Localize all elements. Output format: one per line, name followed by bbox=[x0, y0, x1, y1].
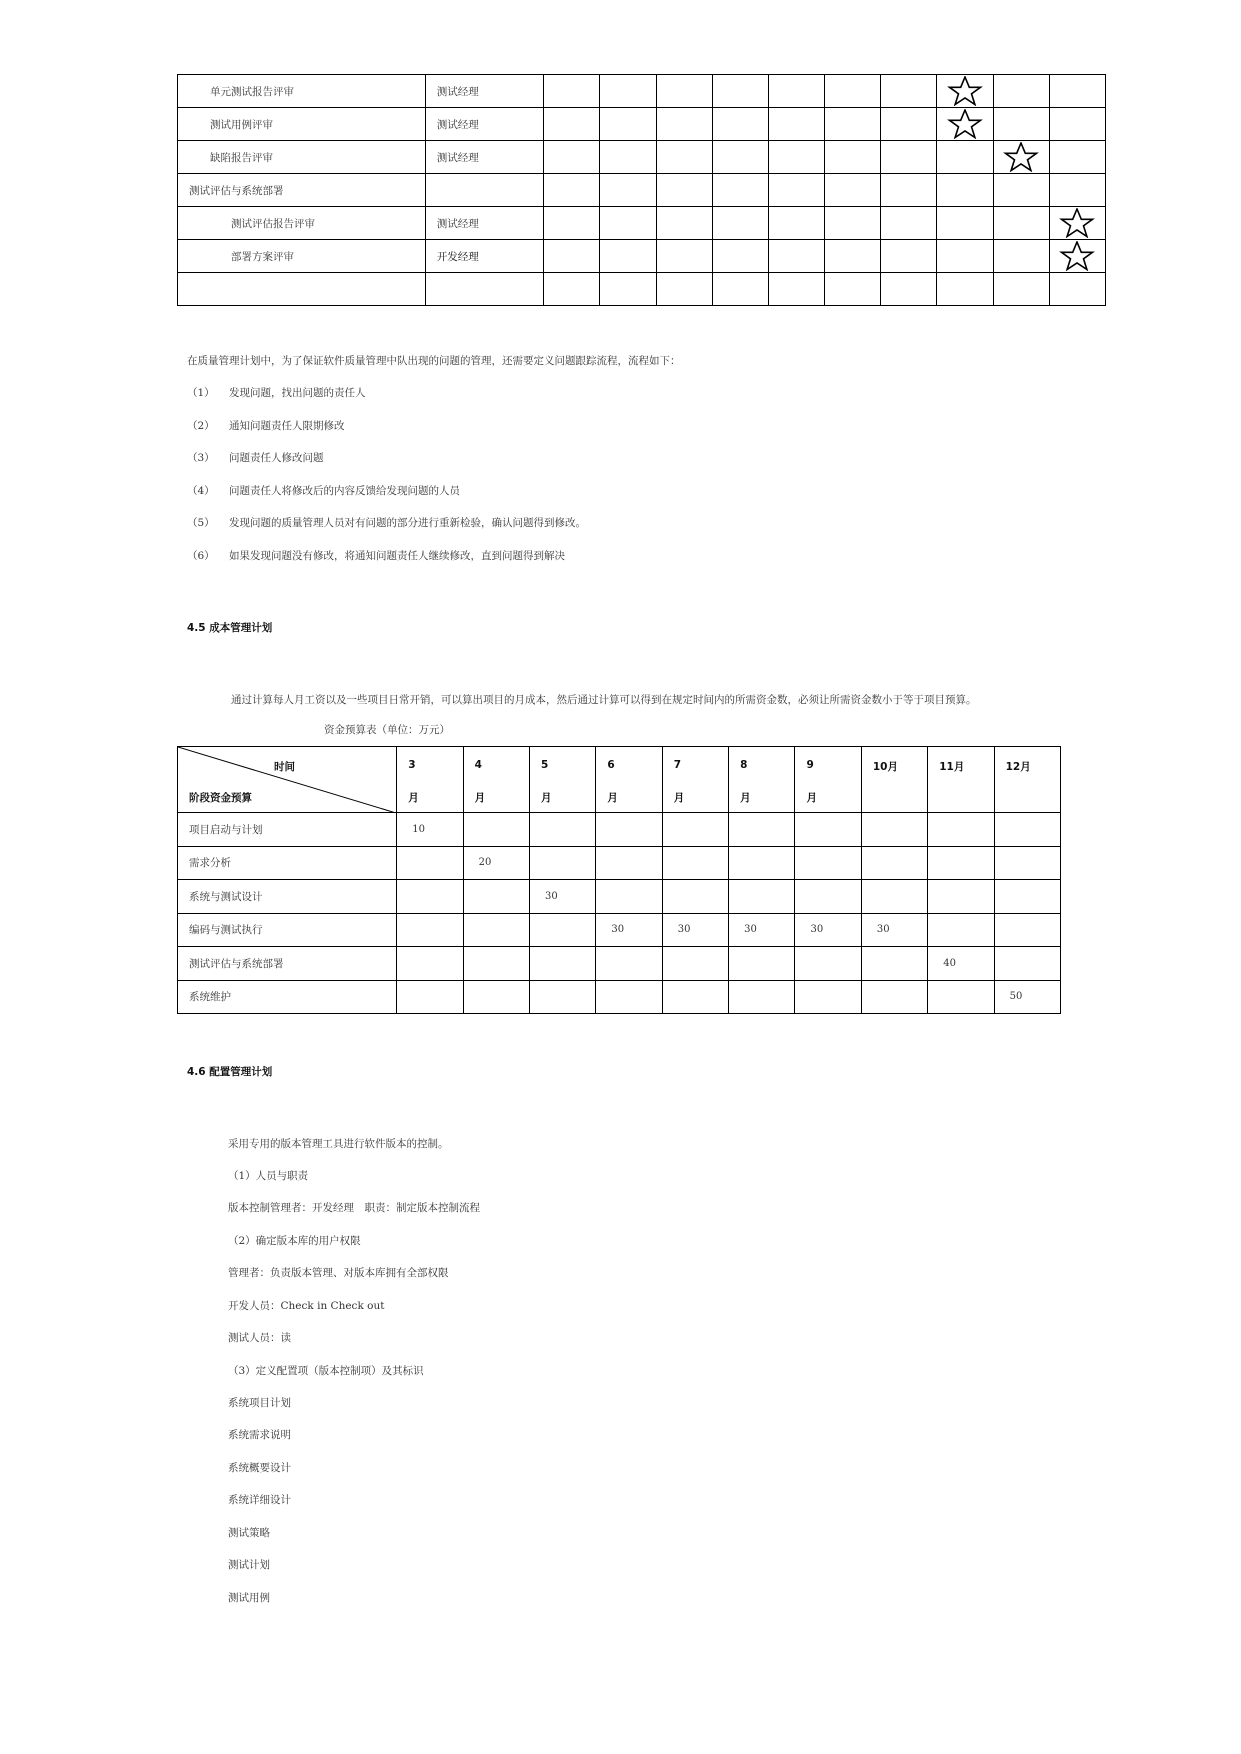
schedule-cell bbox=[881, 75, 937, 108]
budget-value-cell bbox=[861, 880, 927, 914]
budget-value-cell bbox=[397, 846, 463, 880]
schedule-cell bbox=[544, 240, 600, 273]
schedule-cell bbox=[881, 174, 937, 207]
schedule-cell bbox=[712, 75, 768, 108]
schedule-cell bbox=[656, 207, 712, 240]
schedule-cell bbox=[656, 174, 712, 207]
config-line: 测试策略 bbox=[228, 1527, 270, 1539]
schedule-cell bbox=[768, 141, 824, 174]
schedule-cell bbox=[993, 174, 1049, 207]
schedule-cell bbox=[544, 207, 600, 240]
review-item-owner bbox=[425, 273, 543, 306]
step-number: （4） bbox=[187, 484, 215, 497]
schedule-cell bbox=[656, 108, 712, 141]
config-line: 系统项目计划 bbox=[228, 1397, 291, 1409]
budget-value-cell bbox=[463, 980, 529, 1014]
month-header-cell bbox=[994, 747, 1060, 813]
review-item-owner: 开发经理 bbox=[425, 240, 543, 273]
schedule-cell bbox=[600, 174, 656, 207]
schedule-cell bbox=[881, 141, 937, 174]
budget-value-cell bbox=[928, 980, 994, 1014]
step-number: （6） bbox=[187, 549, 215, 562]
budget-value-cell bbox=[928, 813, 994, 847]
budget-stage-label: 测试评估与系统部署 bbox=[178, 947, 397, 981]
budget-value-cell bbox=[861, 846, 927, 880]
schedule-cell bbox=[544, 174, 600, 207]
budget-value-cell bbox=[397, 980, 463, 1014]
schedule-cell bbox=[881, 240, 937, 273]
budget-stage-label: 编码与测试执行 bbox=[178, 913, 397, 947]
budget-value-cell bbox=[397, 880, 463, 914]
review-item-owner: 测试经理 bbox=[425, 207, 543, 240]
budget-value-cell bbox=[662, 880, 728, 914]
budget-value-cell bbox=[729, 813, 795, 847]
schedule-cell bbox=[937, 207, 993, 240]
review-item-owner bbox=[425, 174, 543, 207]
step-number: （5） bbox=[187, 517, 215, 529]
schedule-cell bbox=[712, 273, 768, 306]
review-table-row bbox=[178, 273, 1106, 306]
schedule-cell bbox=[600, 141, 656, 174]
budget-value-cell bbox=[529, 980, 595, 1014]
step-text: 问题责任人修改问题 bbox=[229, 452, 324, 464]
config-line: 管理者：负责版本管理、对版本库拥有全部权限 bbox=[228, 1267, 449, 1279]
schedule-cell bbox=[768, 108, 824, 141]
budget-row bbox=[178, 980, 1061, 1014]
month-header-cell bbox=[662, 747, 728, 813]
issue-tracking-step bbox=[187, 515, 586, 530]
month-header-bottom: 月 bbox=[540, 792, 552, 804]
month-header-top: 12月 bbox=[1005, 761, 1031, 773]
month-header-cell bbox=[928, 747, 994, 813]
schedule-cell bbox=[712, 240, 768, 273]
review-table-row bbox=[178, 207, 1106, 240]
schedule-cell bbox=[937, 141, 993, 174]
month-header-top: 5 bbox=[540, 759, 549, 771]
schedule-cell bbox=[1049, 240, 1105, 273]
config-line: 测试用例 bbox=[228, 1592, 270, 1604]
schedule-cell bbox=[993, 141, 1049, 174]
star-icon bbox=[937, 76, 992, 106]
step-text: 通知问题责任人限期修改 bbox=[229, 419, 345, 432]
budget-value-cell bbox=[795, 980, 861, 1014]
cost-section-heading: 4.5 成本管理计划 bbox=[187, 622, 273, 634]
budget-value-cell bbox=[994, 913, 1060, 947]
schedule-cell bbox=[600, 273, 656, 306]
month-header-top: 3 bbox=[408, 759, 416, 771]
config-line: 系统需求说明 bbox=[228, 1429, 291, 1441]
review-item-name: 部署方案评审 bbox=[178, 240, 426, 273]
budget-table-caption: 资金预算表（单位：万元） bbox=[324, 724, 450, 736]
month-header-top: 9 bbox=[806, 759, 814, 771]
schedule-cell bbox=[768, 240, 824, 273]
month-header-cell bbox=[729, 747, 795, 813]
schedule-cell bbox=[881, 108, 937, 141]
config-line: 系统详细设计 bbox=[228, 1494, 291, 1506]
schedule-cell bbox=[825, 207, 881, 240]
budget-value-cell bbox=[529, 846, 595, 880]
budget-value-cell bbox=[861, 813, 927, 847]
config-line: （2）确定版本库的用户权限 bbox=[228, 1235, 361, 1247]
schedule-cell bbox=[712, 207, 768, 240]
schedule-cell bbox=[993, 273, 1049, 306]
review-table-row bbox=[178, 174, 1106, 207]
schedule-cell bbox=[712, 141, 768, 174]
config-section-heading: 4.6 配置管理计划 bbox=[187, 1066, 273, 1078]
month-header-bottom: 月 bbox=[673, 792, 685, 804]
schedule-cell bbox=[1049, 75, 1105, 108]
month-header-bottom: 月 bbox=[408, 792, 419, 804]
schedule-cell bbox=[825, 240, 881, 273]
month-header-top: 6 bbox=[607, 759, 615, 771]
month-header-cell bbox=[397, 747, 463, 813]
month-header-bottom: 月 bbox=[740, 792, 751, 804]
review-item-name bbox=[178, 273, 426, 306]
budget-row bbox=[178, 880, 1061, 914]
issue-tracking-step bbox=[187, 450, 324, 465]
budget-stage-label: 项目启动与计划 bbox=[178, 813, 397, 847]
budget-value-cell bbox=[795, 813, 861, 847]
schedule-cell bbox=[825, 108, 881, 141]
schedule-cell bbox=[600, 240, 656, 273]
budget-value-cell bbox=[596, 813, 662, 847]
review-item-name: 测试评估与系统部署 bbox=[178, 174, 426, 207]
review-schedule-table bbox=[177, 74, 1106, 306]
budget-value-cell bbox=[529, 913, 595, 947]
schedule-cell bbox=[881, 207, 937, 240]
star-icon bbox=[1050, 241, 1105, 271]
month-header-cell bbox=[596, 747, 662, 813]
budget-value-cell: 40 bbox=[928, 947, 994, 981]
schedule-cell bbox=[768, 174, 824, 207]
month-header-bottom: 月 bbox=[607, 792, 618, 804]
budget-value-cell bbox=[463, 947, 529, 981]
budget-value-cell bbox=[928, 880, 994, 914]
budget-value-cell bbox=[729, 846, 795, 880]
month-header-top: 4 bbox=[474, 759, 482, 771]
budget-value-cell bbox=[662, 813, 728, 847]
review-table-row bbox=[178, 108, 1106, 141]
schedule-cell bbox=[600, 207, 656, 240]
corner-stage-label: 阶段资金预算 bbox=[189, 792, 252, 804]
schedule-cell bbox=[993, 108, 1049, 141]
review-table-row bbox=[178, 141, 1106, 174]
star-icon bbox=[994, 142, 1049, 172]
budget-table-body bbox=[178, 813, 1061, 1014]
step-number: （2） bbox=[187, 419, 215, 432]
budget-value-cell bbox=[795, 947, 861, 981]
budget-value-cell bbox=[596, 947, 662, 981]
budget-value-cell bbox=[729, 947, 795, 981]
issue-tracking-step bbox=[187, 418, 345, 433]
config-line: 版本控制管理者：开发经理 职责：制定版本控制流程 bbox=[228, 1202, 480, 1214]
step-text: 发现问题的质量管理人员对有问题的部分进行重新检验，确认问题得到修改。 bbox=[229, 517, 586, 529]
budget-value-cell: 20 bbox=[463, 846, 529, 880]
schedule-cell bbox=[544, 273, 600, 306]
config-line: 测试计划 bbox=[228, 1559, 270, 1571]
schedule-cell bbox=[937, 75, 993, 108]
review-item-name: 测试评估报告评审 bbox=[178, 207, 426, 240]
budget-value-cell bbox=[463, 913, 529, 947]
budget-value-cell: 30 bbox=[795, 913, 861, 947]
budget-value-cell: 10 bbox=[397, 813, 463, 847]
budget-value-cell bbox=[529, 813, 595, 847]
schedule-cell bbox=[544, 141, 600, 174]
issue-tracking-step bbox=[187, 548, 565, 563]
budget-value-cell bbox=[729, 980, 795, 1014]
schedule-cell bbox=[937, 174, 993, 207]
schedule-cell bbox=[1049, 141, 1105, 174]
budget-row bbox=[178, 913, 1061, 947]
step-text: 问题责任人将修改后的内容反馈给发现问题的人员 bbox=[229, 484, 460, 497]
schedule-cell bbox=[544, 108, 600, 141]
month-header-bottom: 月 bbox=[806, 792, 817, 804]
review-item-owner: 测试经理 bbox=[425, 75, 543, 108]
budget-value-cell bbox=[795, 846, 861, 880]
review-item-owner: 测试经理 bbox=[425, 108, 543, 141]
schedule-cell bbox=[825, 141, 881, 174]
step-number: （3） bbox=[187, 452, 215, 464]
schedule-cell bbox=[656, 75, 712, 108]
month-header-top: 8 bbox=[740, 759, 748, 771]
schedule-cell bbox=[656, 141, 712, 174]
budget-value-cell bbox=[795, 880, 861, 914]
step-text: 发现问题，找出问题的责任人 bbox=[229, 387, 366, 399]
budget-value-cell: 30 bbox=[729, 913, 795, 947]
issue-tracking-step bbox=[187, 483, 460, 498]
review-item-name: 缺陷报告评审 bbox=[178, 141, 426, 174]
cost-section-paragraph: 通过计算每人月工资以及一些项目日常开销，可以算出项目的月成本，然后通过计算可以得到在规定时间内的所需资金数，必须让所需资金数小于等于项目预算。 bbox=[231, 694, 977, 706]
step-number: （1） bbox=[187, 387, 215, 399]
month-header-cell bbox=[795, 747, 861, 813]
schedule-cell bbox=[993, 240, 1049, 273]
schedule-cell bbox=[600, 75, 656, 108]
schedule-cell bbox=[768, 75, 824, 108]
budget-stage-label: 需求分析 bbox=[178, 846, 397, 880]
budget-row bbox=[178, 947, 1061, 981]
month-header-cell bbox=[463, 747, 529, 813]
schedule-cell bbox=[937, 240, 993, 273]
budget-value-cell bbox=[928, 913, 994, 947]
corner-time-label: 时间 bbox=[274, 761, 295, 773]
schedule-cell bbox=[600, 108, 656, 141]
budget-value-cell bbox=[596, 846, 662, 880]
config-line: 系统概要设计 bbox=[228, 1462, 291, 1474]
budget-value-cell bbox=[994, 880, 1060, 914]
budget-value-cell: 30 bbox=[861, 913, 927, 947]
budget-value-cell bbox=[729, 880, 795, 914]
budget-stage-label: 系统与测试设计 bbox=[178, 880, 397, 914]
issue-tracking-step bbox=[187, 385, 366, 400]
budget-value-cell bbox=[861, 947, 927, 981]
budget-value-cell bbox=[994, 846, 1060, 880]
month-header-top: 11月 bbox=[939, 761, 965, 773]
review-item-owner: 测试经理 bbox=[425, 141, 543, 174]
budget-value-cell: 30 bbox=[529, 880, 595, 914]
schedule-cell bbox=[712, 108, 768, 141]
budget-value-cell bbox=[994, 813, 1060, 847]
budget-value-cell bbox=[397, 947, 463, 981]
budget-value-cell bbox=[463, 880, 529, 914]
issue-tracking-intro: 在质量管理计划中，为了保证软件质量管理中队出现的问题的管理，还需要定义问题跟踪流程，流程如下： bbox=[187, 355, 681, 367]
step-text: 如果发现问题没有修改，将通知问题责任人继续修改，直到问题得到解决 bbox=[229, 549, 565, 562]
schedule-cell bbox=[656, 240, 712, 273]
schedule-cell bbox=[1049, 273, 1105, 306]
budget-value-cell: 30 bbox=[596, 913, 662, 947]
schedule-cell bbox=[1049, 207, 1105, 240]
budget-corner-cell bbox=[178, 747, 397, 813]
schedule-cell bbox=[937, 108, 993, 141]
review-table-body bbox=[178, 75, 1106, 306]
budget-table-header-row bbox=[178, 747, 1061, 813]
budget-row bbox=[178, 846, 1061, 880]
schedule-cell bbox=[937, 273, 993, 306]
schedule-cell bbox=[768, 207, 824, 240]
budget-row bbox=[178, 813, 1061, 847]
config-line: 测试人员：读 bbox=[228, 1332, 291, 1344]
config-line: （3）定义配置项（版本控制项）及其标识 bbox=[228, 1365, 424, 1377]
budget-table bbox=[177, 746, 1061, 1014]
budget-stage-label: 系统维护 bbox=[178, 980, 397, 1014]
schedule-cell bbox=[993, 75, 1049, 108]
budget-value-cell bbox=[861, 980, 927, 1014]
schedule-cell bbox=[825, 273, 881, 306]
budget-value-cell bbox=[596, 880, 662, 914]
config-line: 开发人员：Check in Check out bbox=[228, 1300, 385, 1312]
review-table-row bbox=[178, 240, 1106, 273]
star-icon bbox=[1050, 208, 1105, 238]
schedule-cell bbox=[656, 273, 712, 306]
schedule-cell bbox=[712, 174, 768, 207]
schedule-cell bbox=[768, 273, 824, 306]
review-item-name: 单元测试报告评审 bbox=[178, 75, 426, 108]
schedule-cell bbox=[1049, 174, 1105, 207]
config-line: 采用专用的版本管理工具进行软件版本的控制。 bbox=[228, 1138, 449, 1150]
budget-value-cell: 30 bbox=[662, 913, 728, 947]
month-header-cell bbox=[861, 747, 927, 813]
month-header-bottom: 月 bbox=[474, 792, 486, 804]
month-header-top: 7 bbox=[673, 759, 682, 771]
schedule-cell bbox=[544, 75, 600, 108]
budget-value-cell: 50 bbox=[994, 980, 1060, 1014]
budget-value-cell bbox=[928, 846, 994, 880]
schedule-cell bbox=[993, 207, 1049, 240]
budget-value-cell bbox=[662, 980, 728, 1014]
budget-value-cell bbox=[529, 947, 595, 981]
schedule-cell bbox=[825, 75, 881, 108]
review-item-name: 测试用例评审 bbox=[178, 108, 426, 141]
schedule-cell bbox=[881, 273, 937, 306]
config-line: （1）人员与职责 bbox=[228, 1170, 309, 1182]
budget-value-cell bbox=[994, 947, 1060, 981]
budget-value-cell bbox=[397, 913, 463, 947]
review-table-row bbox=[178, 75, 1106, 108]
budget-value-cell bbox=[596, 980, 662, 1014]
schedule-cell bbox=[1049, 108, 1105, 141]
schedule-cell bbox=[825, 174, 881, 207]
budget-value-cell bbox=[662, 947, 728, 981]
month-header-top: 10月 bbox=[872, 761, 898, 773]
month-header-cell bbox=[529, 747, 595, 813]
star-icon bbox=[937, 109, 992, 139]
budget-value-cell bbox=[662, 846, 728, 880]
budget-value-cell bbox=[463, 813, 529, 847]
